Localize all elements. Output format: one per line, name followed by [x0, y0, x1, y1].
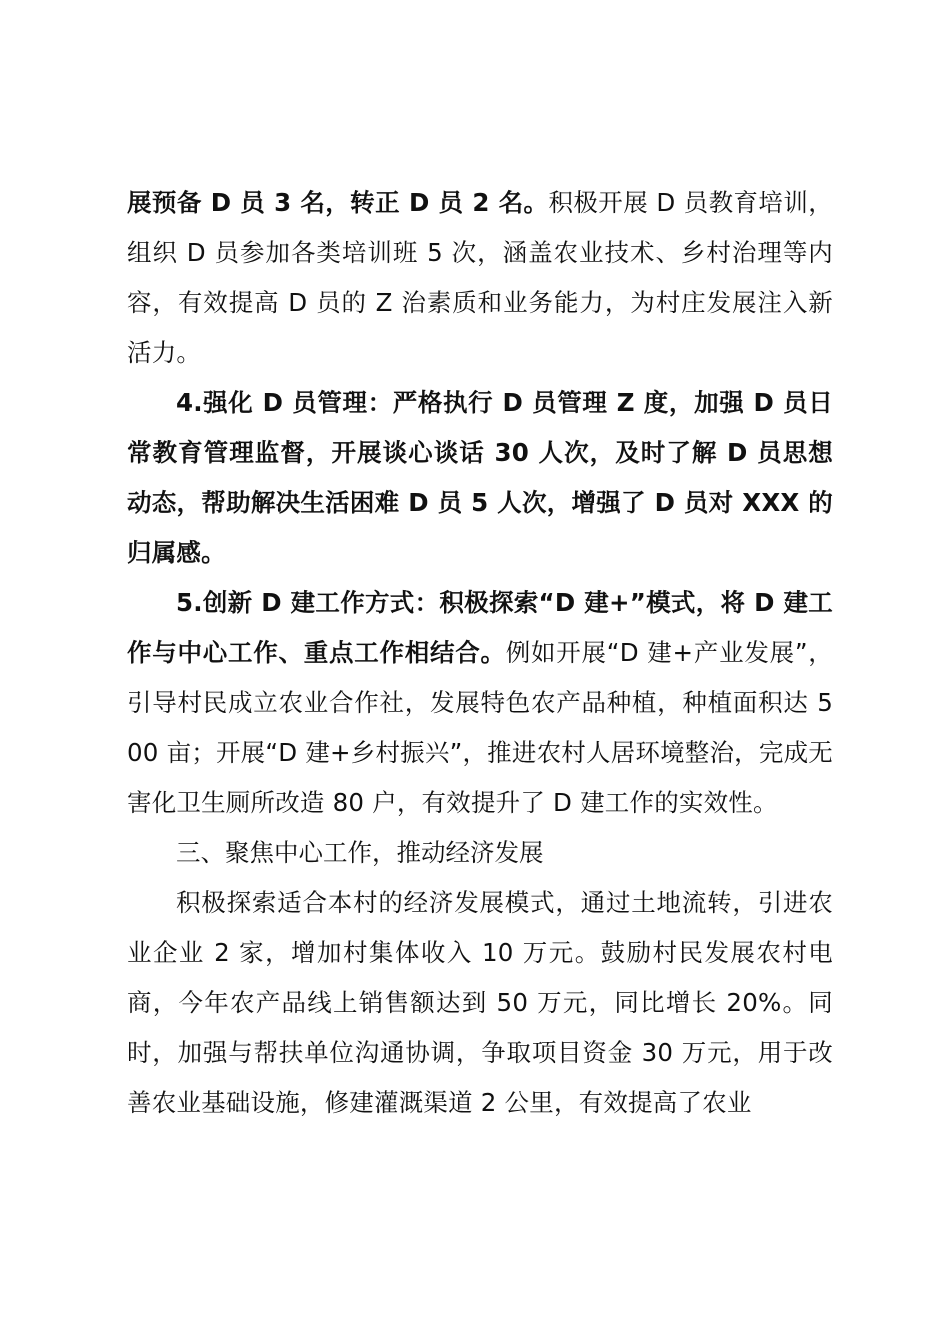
section-heading: 三、聚焦中心工作，推动经济发展 [176, 838, 544, 867]
bold-lead-text: 展预备 D 员 3 名，转正 D 员 2 名。 [127, 188, 549, 217]
bold-lead-text: 4.强化 D 员管理：严格执行 D 员管理 Z 度，加强 D 员日常教育管理监督，开展谈心谈话 30 人次，及时了解 D 员思想动态，帮助解决生活困难 D 员 5 人次，增强了 D 员对 XXX 的归属感。 [127, 388, 833, 567]
paragraph-innovate-work-method [127, 578, 833, 828]
paragraph-strengthen-management [127, 378, 833, 578]
body-text: 例如开展“D 建+产业发展”，引导村民成立农业合作社，发展特色农产品种植，种植面积达 500 亩；开展“D 建+乡村振兴”，推进农村人居环境整治，完成无害化卫生厕所改造 80 户，有效提升了 D 建工作的实效性。 [127, 638, 833, 817]
bold-lead-text: 5.创新 D 建工作方式：积极探索“D 建+”模式，将 D 建工作与中心工作、重点工作相结合。 [127, 588, 833, 667]
paragraph-economic-development: 积极探索适合本村的经济发展模式，通过土地流转，引进农业企业 2 家，增加村集体收入 10 万元。鼓励村民发展农村电商，今年农产品线上销售额达到 50 万元，同比增长 20%。同时，加强与帮扶单位沟通协调，争取项目资金 30 万元，用于改善农业基础设施，修建灌溉渠道 2 公里，有效提高了农业 [127, 888, 833, 1117]
paragraph-party-members-training [127, 178, 833, 378]
document-page [127, 178, 833, 1128]
body-text: 积极开展 D 员教育培训，组织 D 员参加各类培训班 5 次，涵盖农业技术、乡村治理等内容，有效提高 D 员的 Z 治素质和业务能力，为村庄发展注入新活力。 [127, 188, 833, 367]
